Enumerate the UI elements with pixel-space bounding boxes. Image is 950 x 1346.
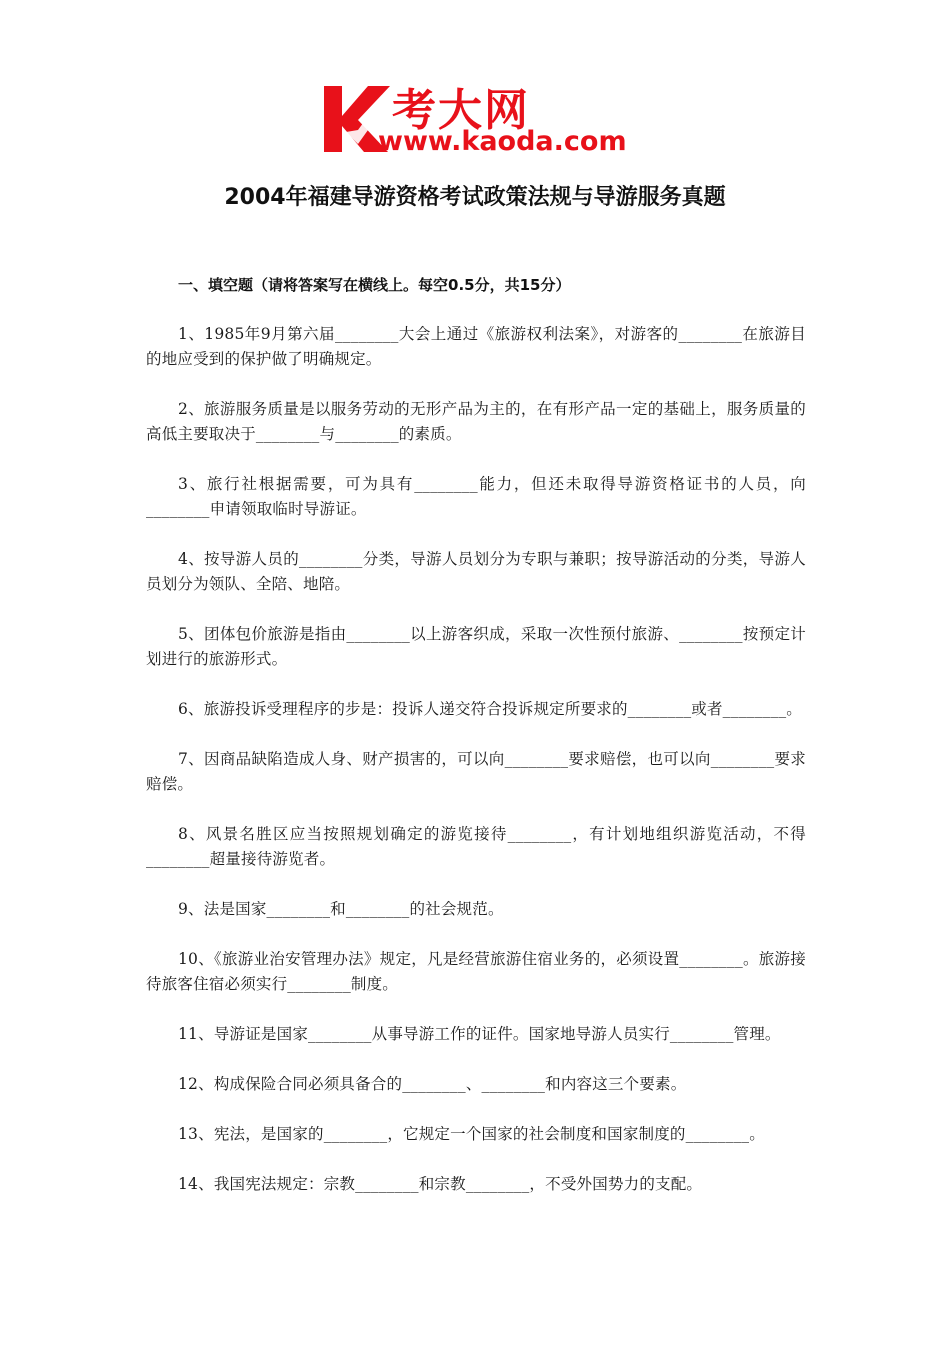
question-item: 12、构成保险合同必须具备合的________、________和内容这三个要素。: [178, 1075, 687, 1093]
document-title: 2004年福建导游资格考试政策法规与导游服务真题: [224, 185, 726, 210]
question-item: 11、导游证是国家________从事导游工作的证件。国家地导游人员实行________管理。: [178, 1025, 781, 1043]
logo-url-text: www.kaoda.com: [378, 126, 627, 157]
section-heading: 一、填空题（请将答案写在横线上。每空0.5分，共15分）: [178, 276, 571, 294]
question-item: 2、旅游服务质量是以服务劳动的无形产品为主的，在有形产品一定的基础上，服务质量的高低主要取决于________与________的素质。: [146, 400, 806, 443]
question-item: 9、法是国家________和________的社会规范。: [178, 900, 504, 918]
question-item: 5、团体包价旅游是指由________以上游客织成，采取一次性预付旅游、________按预定计划进行的旅游形式。: [146, 625, 806, 668]
kaoda-logo[interactable]: [318, 80, 638, 158]
question-item: 4、按导游人员的________分类，导游人员划分为专职与兼职；按导游活动的分类，导游人员划分为领队、全陪、地陪。: [146, 550, 806, 593]
question-item: 6、旅游投诉受理程序的步是：投诉人递交符合投诉规定所要求的________或者________。: [178, 700, 802, 718]
question-item: 1、1985年9月第六届________大会上通过《旅游权利法案》，对游客的________在旅游目的地应受到的保护做了明确规定。: [146, 325, 806, 368]
question-item: 13、宪法，是国家的________，它规定一个国家的社会制度和国家制度的________。: [178, 1125, 765, 1143]
question-item: 8、风景名胜区应当按照规划确定的游览接待________，有计划地组织游览活动，不得________超量接待游览者。: [146, 825, 806, 868]
question-item: 14、我国宪法规定：宗教________和宗教________，不受外国势力的支配。: [178, 1175, 703, 1193]
logo-brand-text: 考大网: [392, 85, 530, 136]
question-item: 3、旅行社根据需要，可为具有________能力，但还未取得导游资格证书的人员，向________申请领取临时导游证。: [146, 475, 806, 518]
question-item: 7、因商品缺陷造成人身、财产损害的，可以向________要求赔偿，也可以向________要求赔偿。: [146, 750, 806, 793]
question-list: [146, 322, 806, 1222]
question-item: 10、《旅游业治安管理办法》规定，凡是经营旅游住宿业务的，必须设置________。旅游接待旅客住宿必须实行________制度。: [146, 950, 806, 993]
